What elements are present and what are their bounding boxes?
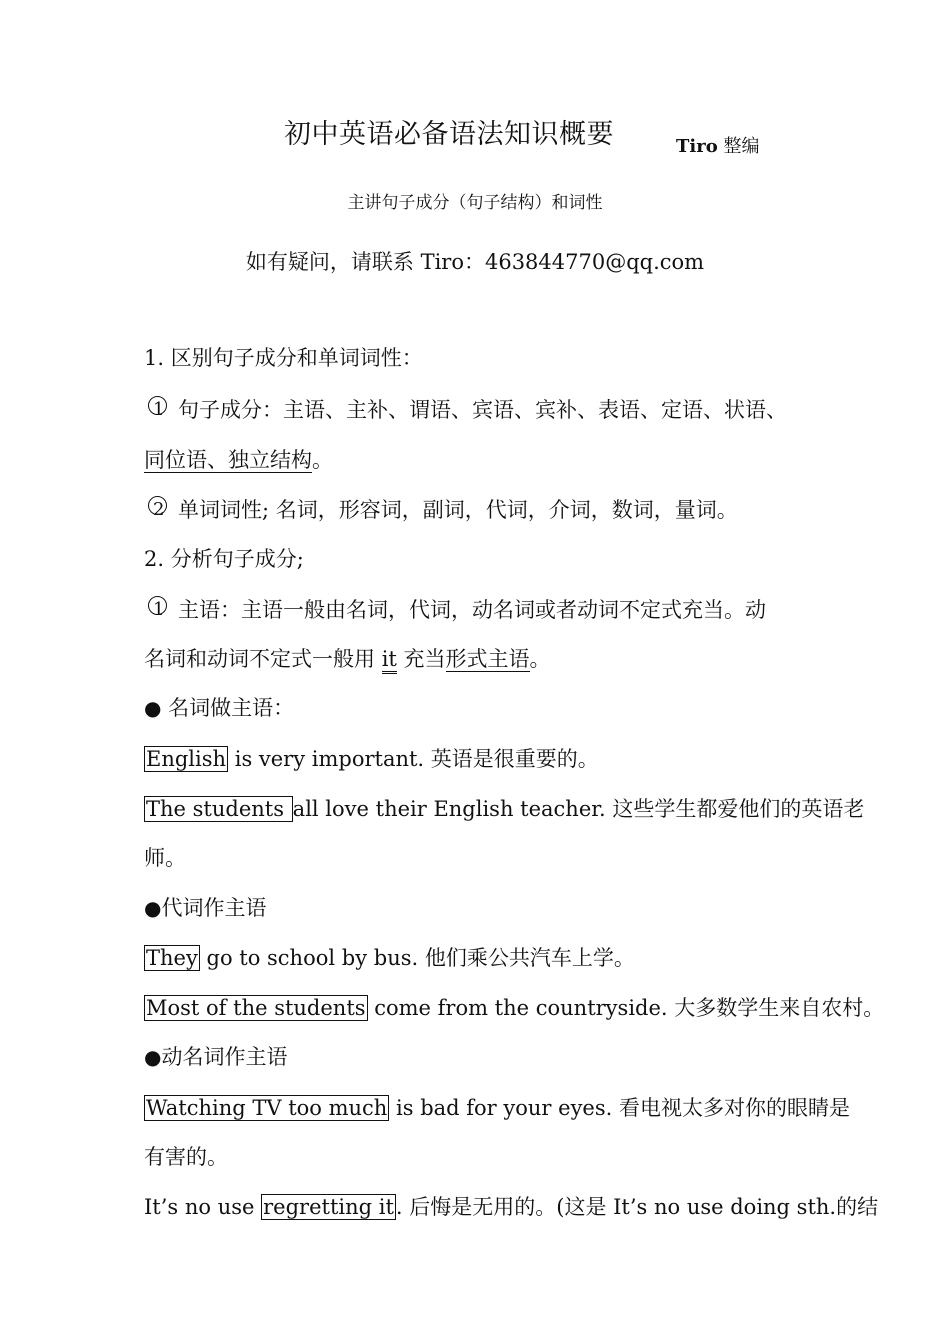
sentence-start: It’s no use — [144, 1195, 262, 1219]
punctuation: 。 — [312, 448, 333, 472]
underlined-text: 形式主语 — [445, 647, 530, 671]
author-name: Tiro — [676, 136, 718, 157]
example-sentence — [144, 745, 599, 773]
section-1-item-1 — [144, 396, 787, 424]
example-sentence-continued: 师。 — [144, 846, 186, 870]
item-text: 句子成分：主语、主补、谓语、宾语、宾补、表语、定语、状语、 — [178, 398, 787, 422]
circled-number-2-icon: 2 — [144, 496, 172, 520]
section-2-item-1-continued — [144, 645, 551, 673]
bullet-icon: ● — [144, 1045, 162, 1069]
heading-text: 名词做主语： — [161, 696, 295, 720]
pronoun-subject-heading — [144, 894, 266, 922]
section-1-heading: 1. 区别句子成分和单词词性： — [144, 346, 423, 370]
example-sentence — [144, 1094, 850, 1122]
sentence-rest: is bad for your eyes. 看电视太多对你的眼睛是 — [389, 1096, 850, 1120]
example-sentence — [144, 1193, 878, 1221]
double-underlined-text: it — [382, 647, 397, 674]
sentence-rest: . 后悔是无用的。(这是 It’s no use doing sth.的结 — [395, 1195, 879, 1219]
contact-line: 如有疑问，请联系 Tiro：463844770@qq.com — [245, 250, 705, 274]
item-text: 单词词性; 名词，形容词，副词，代词，介词，数词，量词。 — [178, 498, 738, 522]
circled-number-1-icon: 1 — [144, 396, 172, 420]
section-1-item-2 — [144, 496, 738, 524]
example-sentence-continued: 有害的。 — [144, 1145, 228, 1169]
author-credit — [676, 132, 759, 158]
noun-subject-heading — [144, 694, 294, 722]
circled-number-1-icon: 1 — [144, 596, 172, 620]
boxed-subject: They — [146, 946, 198, 970]
underlined-text: 同位语、独立结构 — [144, 448, 312, 472]
sentence-rest: come from the countryside. 大多数学生来自农村。 — [367, 996, 885, 1020]
heading-text: 动名词作主语 — [161, 1045, 288, 1069]
sentence-rest: go to school by bus. 他们乘公共汽车上学。 — [199, 946, 635, 970]
boxed-subject: Most of the students — [146, 996, 366, 1020]
sentence-rest: is very important. 英语是很重要的。 — [228, 747, 599, 771]
punctuation: 。 — [529, 647, 551, 671]
page-subtitle: 主讲句子成分（句子结构）和词性 — [347, 193, 603, 213]
example-sentence — [144, 994, 884, 1022]
item-text: 主语：主语一般由名词，代词，动名词或者动词不定式充当。动 — [178, 598, 766, 622]
boxed-subject: The students — [146, 797, 291, 821]
heading-text: 代词作主语 — [161, 896, 267, 920]
bullet-icon: ● — [144, 696, 162, 720]
author-suffix: 整编 — [723, 136, 760, 157]
example-sentence — [144, 944, 635, 972]
boxed-subject: Watching TV too much — [146, 1096, 388, 1120]
text: 名词和动词不定式一般用 — [144, 647, 382, 671]
bullet-icon: ● — [144, 896, 162, 920]
example-sentence — [144, 795, 864, 823]
page-title: 初中英语必备语法知识概要 — [284, 119, 614, 150]
boxed-subject: English — [146, 747, 227, 771]
section-2-heading: 2. 分析句子成分; — [144, 547, 304, 571]
section-1-item-1-continued — [144, 446, 333, 474]
text: 充当 — [396, 647, 446, 671]
sentence-rest: all love their English teacher. 这些学生都爱他们的英语老 — [292, 797, 865, 821]
boxed-subject: regretting it — [263, 1195, 394, 1219]
gerund-subject-heading — [144, 1043, 287, 1071]
section-2-item-1 — [144, 596, 766, 624]
